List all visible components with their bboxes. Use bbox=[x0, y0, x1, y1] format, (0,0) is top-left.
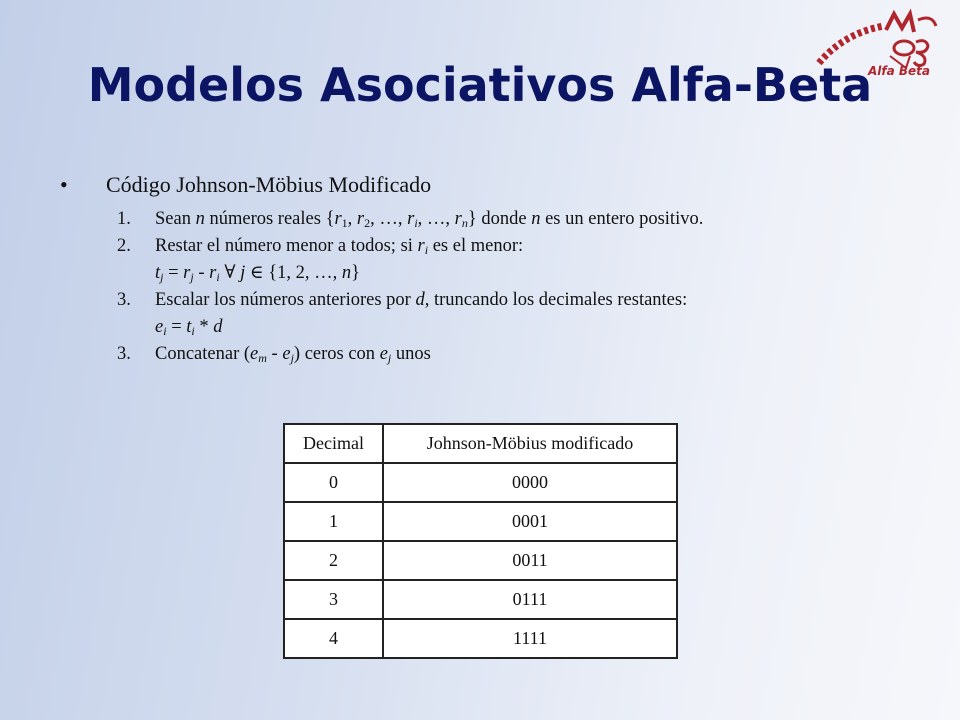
cell-decimal: 4 bbox=[284, 619, 383, 658]
column-header-decimal: Decimal bbox=[284, 424, 383, 463]
bullet-heading bbox=[60, 172, 940, 198]
johnson-mobius-table bbox=[283, 423, 678, 659]
step-text: Concatenar $(e_m - e_j)$ ceros con $e_j$ unos bbox=[155, 344, 431, 365]
cell-code: 0111 bbox=[383, 580, 677, 619]
heading-text: Código Johnson-Möbius Modificado bbox=[106, 172, 432, 197]
cell-decimal: 3 bbox=[284, 580, 383, 619]
step-text: Sean n números reales {$r_1$, $r_2$, …, $r_i$, …, $r_n$} donde n es un entero positivo. bbox=[155, 209, 704, 230]
list-item bbox=[117, 233, 940, 260]
step-number: 1. bbox=[117, 209, 131, 229]
list-item bbox=[117, 206, 940, 233]
cell-code: 0011 bbox=[383, 541, 677, 580]
table-row bbox=[284, 619, 677, 658]
slide-title: Modelos Asociativos Alfa-Beta bbox=[87, 58, 873, 112]
list-item bbox=[117, 341, 940, 368]
step-text: Escalar los números anteriores por d, truncando los decimales restantes: bbox=[155, 290, 688, 310]
table-row bbox=[284, 541, 677, 580]
cell-code: 1111 bbox=[383, 619, 677, 658]
cell-code: 0000 bbox=[383, 463, 677, 502]
cell-decimal: 0 bbox=[284, 463, 383, 502]
step-formula: $t_j = r_j - r_i$ ∀ j ∈ {1, 2, …, n} bbox=[155, 263, 360, 284]
cell-decimal: 1 bbox=[284, 502, 383, 541]
table-row bbox=[284, 463, 677, 502]
step-number: 3. bbox=[117, 344, 131, 364]
table-row bbox=[284, 580, 677, 619]
steps-list bbox=[117, 206, 940, 368]
step-number: 2. bbox=[117, 236, 131, 256]
step-text: Restar el número menor a todos; si $r_i$ es el menor: bbox=[155, 236, 524, 257]
cell-decimal: 2 bbox=[284, 541, 383, 580]
step-number: 3. bbox=[117, 290, 131, 310]
step-formula: $e_i = t_i * d$ bbox=[155, 317, 223, 338]
bullet-icon: • bbox=[60, 172, 68, 197]
table-row bbox=[284, 502, 677, 541]
logo-caption: Alfa Beta bbox=[867, 64, 930, 78]
table-header-row bbox=[284, 424, 677, 463]
list-item bbox=[117, 287, 940, 314]
cell-code: 0001 bbox=[383, 502, 677, 541]
slide-content bbox=[60, 172, 940, 368]
column-header-johnson-mobius: Johnson-Möbius modificado bbox=[383, 424, 677, 463]
